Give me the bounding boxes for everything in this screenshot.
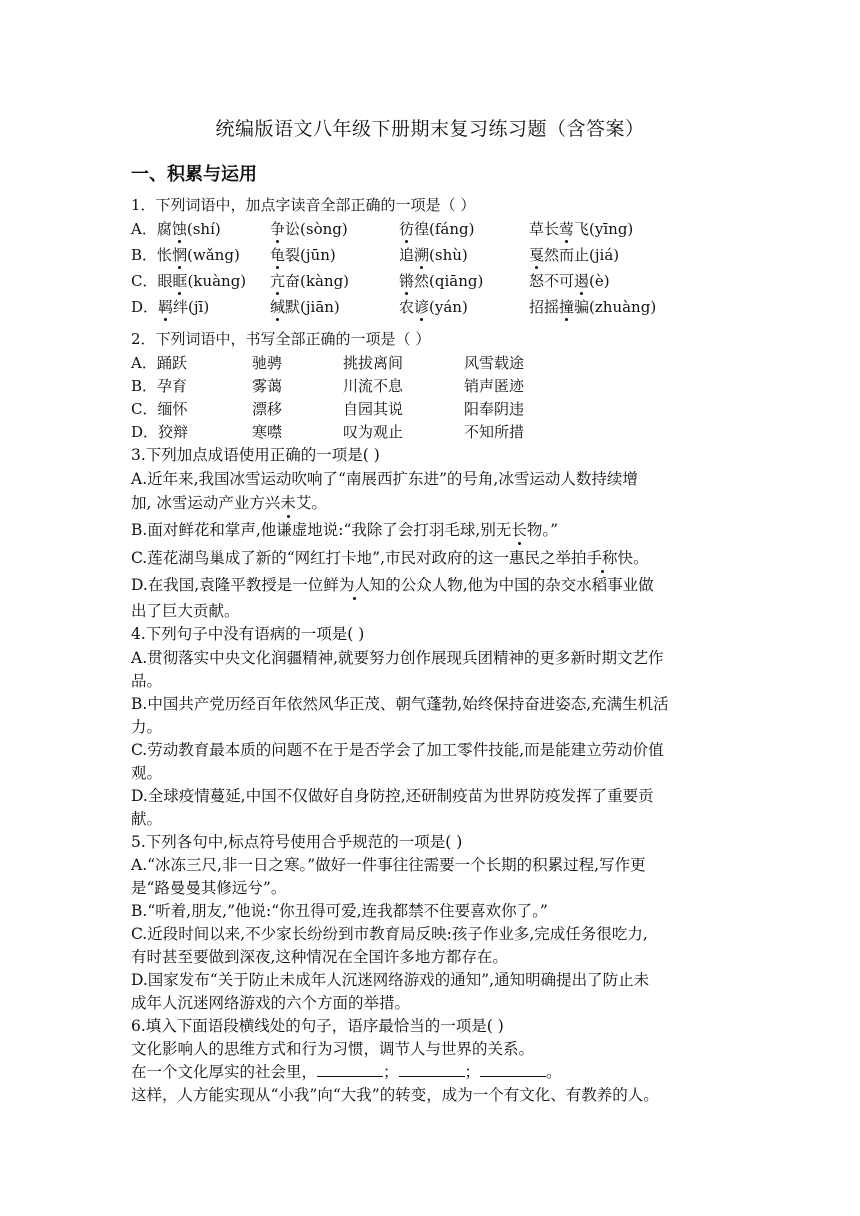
q2-option-b-4: 销声匿迹 (464, 377, 525, 395)
q2-option-c-2: 漂移 (252, 400, 283, 418)
q1-option-c-word1: C．眼眶(kuàng) (131, 272, 247, 290)
q1-option-b-word4: 戛然而止(jiá) (529, 246, 620, 264)
q2-option-a-2: 驰骋 (252, 354, 283, 372)
q1-option-a-word1: A．腐蚀(shí) (131, 220, 221, 238)
q1-option-d-word2: 缄默(jiān) (270, 298, 340, 316)
q2-option-c-4: 阳奉阴违 (464, 400, 525, 418)
q2-option-d-4: 不知所措 (464, 423, 525, 441)
q1-option-b-word1: B．怅惘(wǎng) (131, 246, 240, 264)
q1-option-c-word3: 锵然(qiāng) (399, 272, 484, 290)
q6-passage-line3: 这样，人方能实现从“小我”向“大我”的转变，成为一个有文化、有教养的人。 (131, 1086, 659, 1104)
q2-option-d-1: D．狡辩 (131, 423, 189, 441)
q3-option-d-line1: D.在我国,袁隆平教授是一位鲜为人知的公众人物,他为中国的杂交水稻事业做 (131, 573, 737, 597)
q4-option-c-line2: 观。 (131, 764, 163, 782)
blank-2 (399, 1062, 465, 1077)
q2-option-a-3: 挑拔离间 (343, 354, 404, 372)
q3-option-c: C.莲花湖鸟巢成了新的“网红打卡地”,市民对政府的这一惠民之举拍手称快。 (131, 546, 737, 570)
q1-option-a-word3: 彷徨(fáng) (399, 220, 475, 238)
q5-option-c-line1: C.近段时间以来,不少家长纷纷到市教育局反映:孩子作业多,完成任务很吃力, (131, 925, 648, 943)
q1-option-c-word4: 怒不可遏(è) (529, 272, 610, 290)
q2-option-a-4: 风雪载途 (464, 354, 525, 372)
q3-option-a-line2: 加, 冰雪运动产业方兴未艾。 (131, 491, 737, 515)
question-6-stem: 6.填入下面语段横线处的句子，语序最恰当的一项是( ) (131, 1017, 504, 1035)
q5-option-a-line2: 是“路曼曼其修远兮”。 (131, 879, 287, 897)
q3-option-d-line2: 出了巨大贡献。 (131, 602, 240, 620)
question-3-stem: 3.下列加点成语使用正确的一项是( ) (131, 446, 380, 464)
q2-option-b-2: 雾蔼 (252, 377, 283, 395)
q2-option-c-3: 自园其说 (343, 400, 404, 418)
question-1-stem: 1．下列词语中，加点字读音全部正确的一项是（ ） (131, 196, 476, 214)
q2-option-d-2: 寒噤 (252, 423, 283, 441)
section-heading: 一、积累与运用 (131, 164, 257, 185)
q1-option-d-word4: 招摇撞骗(zhuàng) (529, 298, 657, 316)
q2-option-b-3: 川流不息 (343, 377, 404, 395)
q4-option-d-line2: 献。 (131, 810, 163, 828)
document-title: 统编版语文八年级下册期末复习练习题（含答案） (215, 118, 645, 140)
q3-option-b: B.面对鲜花和掌声,他谦虚地说:“我除了会打羽毛球,别无长物。” (131, 518, 737, 542)
q1-option-c-word2: 亢奋(kàng) (270, 272, 350, 290)
q6-passage-line1: 文化影响人的思维方式和行为习惯，调节人与世界的关系。 (131, 1040, 535, 1058)
q2-option-d-3: 叹为观止 (343, 423, 404, 441)
q6-passage-line2: 在一个文化厚实的社会里， ； ； 。 (131, 1063, 562, 1081)
q2-option-b-1: B．孕育 (131, 377, 188, 395)
question-4-stem: 4.下列句子中没有语病的一项是( ) (131, 625, 365, 643)
q1-option-d-word1: D．羁绊(jī) (131, 298, 210, 316)
q1-option-b-word3: 追溯(shù) (399, 246, 468, 264)
blank-3 (480, 1062, 546, 1077)
q4-option-d-line1: D.全球疫情蔓延,中国不仅做好自身防控,还研制疫苗为世界防疫发挥了重要贡 (131, 787, 654, 805)
q4-option-b-line1: B.中国共产党历经百年依然风华正茂、朝气蓬勃,始终保持奋进姿态,充满生机活 (131, 695, 669, 713)
q5-option-d-line2: 成年人沉迷网络游戏的六个方面的举措。 (131, 994, 411, 1012)
blank-1 (317, 1062, 383, 1077)
q4-option-a-line2: 品。 (131, 672, 163, 690)
q1-option-a-word2: 争讼(sòng) (270, 220, 348, 238)
question-5-stem: 5.下列各句中,标点符号使用合乎规范的一项是( ) (131, 833, 463, 851)
q1-option-d-word3: 农谚(yán) (399, 298, 468, 316)
q1-option-b-word2: 龟裂(jūn) (270, 246, 336, 264)
q1-option-a-word4: 草长莺飞(yīng) (529, 220, 634, 238)
q3-option-a-line1: A.近年来,我国冰雪运动吹响了“南展西扩东进”的号角,冰雪运动人数持续增 (131, 470, 638, 488)
question-2-stem: 2．下列词语中，书写全部正确的一项是（ ） (131, 330, 431, 348)
q4-option-b-line2: 力。 (131, 718, 163, 736)
q5-option-b: B.“听着,朋友,”他说:“你丑得可爱,连我都禁不住要喜欢你了。” (131, 902, 548, 920)
q4-option-c-line1: C.劳动教育最本质的问题不在于是否学会了加工零件技能,而是能建立劳动价值 (131, 741, 664, 759)
q2-option-c-1: C．缅怀 (131, 400, 188, 418)
q5-option-d-line1: D.国家发布“关于防止未成年人沉迷网络游戏的通知”,通知明确提出了防止未 (131, 971, 650, 989)
q4-option-a-line1: A.贯彻落实中央文化润疆精神,就要努力创作展现兵团精神的更多新时期文艺作 (131, 649, 664, 667)
q5-option-c-line2: 有时甚至要做到深夜,这种情况在全国许多地方都存在。 (131, 948, 508, 966)
q5-option-a-line1: A.“冰冻三尺,非一日之寒。”做好一件事往往需要一个长期的积累过程,写作更 (131, 856, 646, 874)
q2-option-a-1: A．踊跃 (131, 354, 187, 372)
